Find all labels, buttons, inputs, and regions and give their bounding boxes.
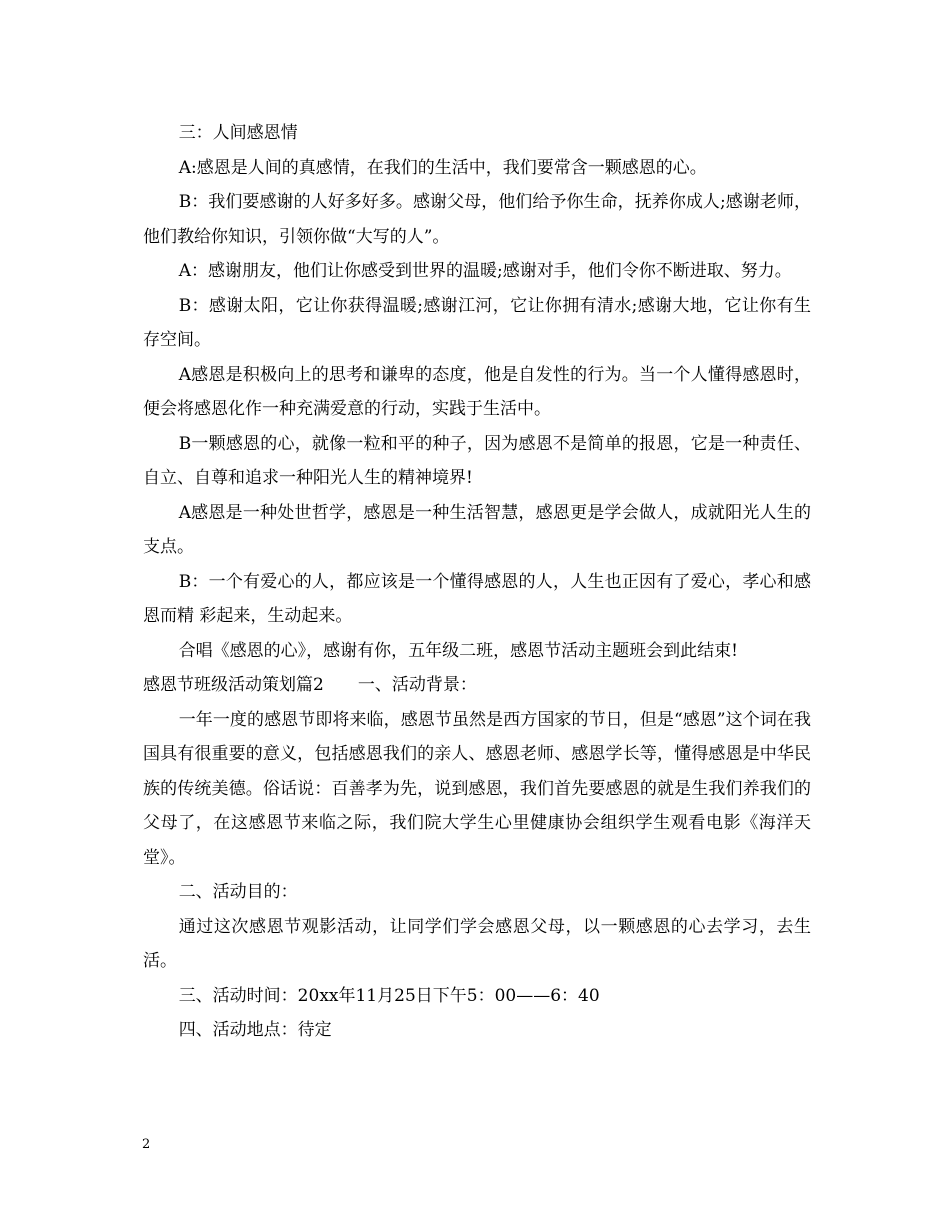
paragraph: 四、活动地点：待定 [178, 1020, 332, 1040]
paragraph: B一颗感恩的心，就像一粒和平的种子，因为感恩不是简单的报恩，它是一种责任、自立、自尊和追求一种阳光人生的精神境界! [143, 433, 811, 488]
paragraph: 一年一度的感恩节即将来临，感恩节虽然是西方国家的节日，但是“感恩”这个词在我国具有很重要的意义，包括感恩我们的亲人、感恩老师、感恩学长等，懂得感恩是中华民族的传统美德。俗话说：百善孝为先，说到感恩，我们首先要感恩的就是生我们养我们的父母了，在这感恩节来临之际，我们院大学生心里健康协会组织学生观看电影《海洋天堂》。 [143, 709, 811, 868]
section-heading: 三：人间感恩情 [178, 123, 298, 143]
article-title: 感恩节班级活动策划篇2 一、活动背景： [143, 675, 477, 695]
page-number: 2 [142, 1137, 151, 1152]
section-heading: 二、活动目的： [178, 882, 298, 902]
paragraph: A感恩是积极向上的思考和谦卑的态度，他是自发性的行为。当一个人懂得感恩时，便会将感恩化作一种充满爱意的行动，实践于生活中。 [143, 364, 811, 419]
paragraph: B：我们要感谢的人好多好多。感谢父母，他们给予你生命，抚养你成人;感谢老师，他们教给你知识，引领你做“大写的人”。 [143, 192, 811, 247]
document-body [143, 116, 811, 1048]
paragraph: 通过这次感恩节观影活动，让同学们学会感恩父母，以一颗感恩的心去学习，去生活。 [143, 916, 811, 971]
paragraph: 合唱《感恩的心》，感谢有你，五年级二班，感恩节活动主题班会到此结束! [178, 640, 739, 661]
paragraph: B：感谢太阳，它让你获得温暖;感谢江河，它让你拥有清水;感谢大地，它让你有生存空间。 [143, 295, 811, 350]
paragraph: A:感恩是人间的真感情，在我们的生活中，我们要常含一颗感恩的心。 [178, 157, 707, 178]
paragraph: B：一个有爱心的人，都应该是一个懂得感恩的人，人生也正因有了爱心，孝心和感恩而精 彩起来，生动起来。 [143, 571, 811, 626]
paragraph: 三、活动时间：20xx年11月25日下午5：00——6：40 [178, 985, 600, 1006]
paragraph: A：感谢朋友，他们让你感受到世界的温暖;感谢对手，他们令你不断进取、努力。 [178, 261, 792, 281]
paragraph: A感恩是一种处世哲学，感恩是一种生活智慧，感恩更是学会做人，成就阳光人生的支点。 [143, 502, 811, 557]
